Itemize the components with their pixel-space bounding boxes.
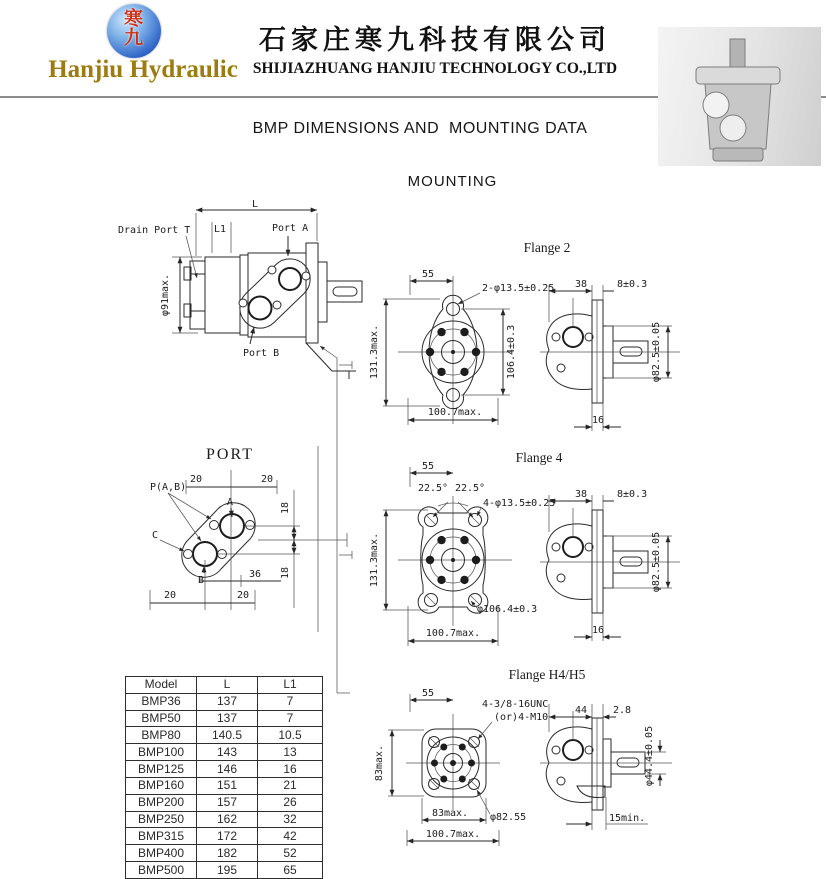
model-cell: BMP50 [126, 710, 197, 727]
mounting-heading: MOUNTING [407, 173, 498, 190]
h45-width-label: 100.7max. [425, 829, 481, 840]
h45-flange-width-label: 83max. [431, 808, 469, 819]
model-cell: BMP400 [126, 845, 197, 862]
flange2-holes-label: 2-φ13.5±0.25 [482, 283, 555, 294]
l-cell: 172 [197, 828, 258, 845]
model-cell: BMP36 [126, 693, 197, 710]
l1-cell: 32 [258, 811, 323, 828]
photo-top-flange [696, 67, 780, 84]
flange2-front-view [369, 269, 554, 425]
port-view-dimensions [150, 446, 347, 632]
photo-port-hole-2 [720, 115, 746, 141]
port-face-outline [182, 503, 255, 578]
l-cell: 137 [197, 693, 258, 710]
l1-cell: 21 [258, 777, 323, 794]
table-row [126, 761, 323, 778]
table-row [126, 845, 323, 862]
flange4-angle-left: 22.5° [417, 483, 449, 494]
port-view-labels [150, 482, 233, 586]
flange4-holes-label: 4-φ13.5±0.25 [483, 498, 556, 509]
photo-port-hole-1 [703, 92, 729, 118]
l-cell: 195 [197, 862, 258, 879]
table-header-row [126, 677, 323, 694]
l1-cell: 16 [258, 761, 323, 778]
flange4-width-label: 100.7max. [425, 628, 481, 639]
flange2-height-label: 131.3max. [369, 324, 380, 380]
l-cell: 137 [197, 710, 258, 727]
h45-section-hatch [577, 786, 605, 798]
port-view-drawing [125, 440, 360, 635]
flange4-angle-right: 22.5° [454, 483, 486, 494]
flange2-drawing [360, 235, 826, 435]
l1-cell: 42 [258, 828, 323, 845]
dim-36: 36 [248, 569, 262, 580]
flange4-height-label: 131.3max. [369, 532, 380, 588]
dim-body-diameter: φ91max. [160, 273, 171, 317]
flange4-title: Flange 4 [515, 450, 563, 465]
l-cell: 182 [197, 845, 258, 862]
dimensions-table [125, 676, 323, 879]
brand-name: Hanjiu Hydraulic [48, 56, 238, 83]
dim-L: L [252, 199, 259, 210]
dim-20-bottom-left: 20 [163, 590, 177, 601]
flange4-front-view [369, 461, 555, 646]
col-header-l: L [197, 677, 258, 694]
flange4-dim-16: 16 [591, 625, 605, 636]
flange4-drawing [360, 450, 826, 655]
flange2-dim-8: 8±0.3 [617, 279, 648, 290]
port-a-label: Port A [272, 223, 309, 234]
model-cell: BMP250 [126, 811, 197, 828]
h45-dim-2-8: 2.8 [612, 705, 632, 716]
l1-cell: 7 [258, 710, 323, 727]
h45-dim-15min: 15min. [609, 813, 646, 824]
flange4-dim-55: 55 [421, 461, 435, 472]
flange2-side-view [540, 279, 680, 431]
label-c: C [152, 530, 159, 541]
l1-cell: 10.5 [258, 727, 323, 744]
dim-L1: L1 [214, 224, 227, 235]
dim-20-bottom-right: 20 [236, 590, 250, 601]
flange2-dim-16: 16 [591, 415, 605, 426]
dim-18-upper: 18 [280, 501, 291, 515]
label-p-ab: P(A,B) [150, 482, 187, 493]
mounting-plate-hatched [306, 243, 318, 343]
h45-dim-44: 44 [574, 705, 588, 716]
flange2-bolt-pitch-label: 106.4±0.3 [506, 324, 517, 380]
h45-thread-unc-label: 4-3/8-16UNC [482, 699, 549, 710]
table-row [126, 828, 323, 845]
table-row [126, 744, 323, 761]
flange-h45-title: Flange H4/H5 [508, 667, 586, 682]
l-cell: 146 [197, 761, 258, 778]
model-cell: BMP200 [126, 794, 197, 811]
l1-cell: 65 [258, 862, 323, 879]
label-a: A [227, 497, 234, 508]
dim-18-lower: 18 [280, 566, 291, 580]
table-row [126, 727, 323, 744]
l-cell: 143 [197, 744, 258, 761]
l1-cell: 13 [258, 744, 323, 761]
port-flange-hatched [239, 259, 310, 328]
h45-thread-metric-label: (or)4-M10 [494, 712, 549, 723]
shaft-keyway [333, 287, 357, 296]
col-header-model: Model [126, 677, 197, 694]
h45-height-label: 83max. [374, 744, 385, 782]
motor-body-outline [184, 243, 362, 343]
port-view-title: PORT [206, 446, 254, 463]
table-row [126, 777, 323, 794]
h45-pilot-label: φ82.55 [490, 812, 527, 823]
model-cell: BMP315 [126, 828, 197, 845]
photo-shaft [730, 39, 745, 69]
h45-shaft-label: φ44.4±0.05 [644, 725, 655, 787]
model-cell: BMP500 [126, 862, 197, 879]
dim-20-top-right: 20 [260, 474, 274, 485]
table-row [126, 693, 323, 710]
company-name-cn: 石家庄寒九科技有限公司 [259, 25, 611, 55]
table-row [126, 811, 323, 828]
motor-photo-illustration [658, 27, 821, 166]
port-b-label: Port B [243, 348, 280, 359]
flange-h45-drawing [360, 660, 826, 879]
l-cell: 157 [197, 794, 258, 811]
col-header-l1: L1 [258, 677, 323, 694]
flange4-dim-8: 8±0.3 [617, 489, 648, 500]
l1-cell: 26 [258, 794, 323, 811]
company-name-en: SHIJIAZHUANG HANJIU TECHNOLOGY CO.,LTD [252, 60, 618, 77]
product-photo [658, 27, 821, 166]
flange4-pilot-label: φ82.5±0.05 [651, 531, 662, 593]
table-row [126, 794, 323, 811]
flange2-dim-55: 55 [421, 269, 435, 280]
model-cell: BMP80 [126, 727, 197, 744]
flange2-dim-38: 38 [574, 279, 588, 290]
drain-port-label: Drain Port T [118, 225, 191, 236]
flange4-side-view [540, 489, 680, 641]
h45-dim-55: 55 [421, 688, 435, 699]
model-cell: BMP100 [126, 744, 197, 761]
model-cell: BMP160 [126, 777, 197, 794]
flange2-pilot-label: φ82.5±0.05 [651, 321, 662, 383]
flange4-bolt-circle-label: φ106.4±0.3 [477, 604, 538, 615]
label-b: B [198, 575, 205, 586]
logo-characters: 寒九 [121, 8, 143, 46]
photo-base [713, 148, 763, 161]
l1-cell: 7 [258, 693, 323, 710]
flange-h45-front-view [374, 688, 548, 846]
table-row [126, 710, 323, 727]
model-cell: BMP125 [126, 761, 197, 778]
l-cell: 151 [197, 777, 258, 794]
flange2-width-label: 100.7max. [427, 407, 483, 418]
flange2-title: Flange 2 [523, 240, 571, 255]
l1-cell: 52 [258, 845, 323, 862]
flange4-dim-38: 38 [574, 489, 588, 500]
l-cell: 140.5 [197, 727, 258, 744]
table-row [126, 862, 323, 879]
dim-20-top-left: 20 [189, 474, 203, 485]
l-cell: 162 [197, 811, 258, 828]
page-title: BMP DIMENSIONS AND MOUNTING DATA [252, 120, 588, 137]
flange-h45-side-view [540, 704, 672, 830]
